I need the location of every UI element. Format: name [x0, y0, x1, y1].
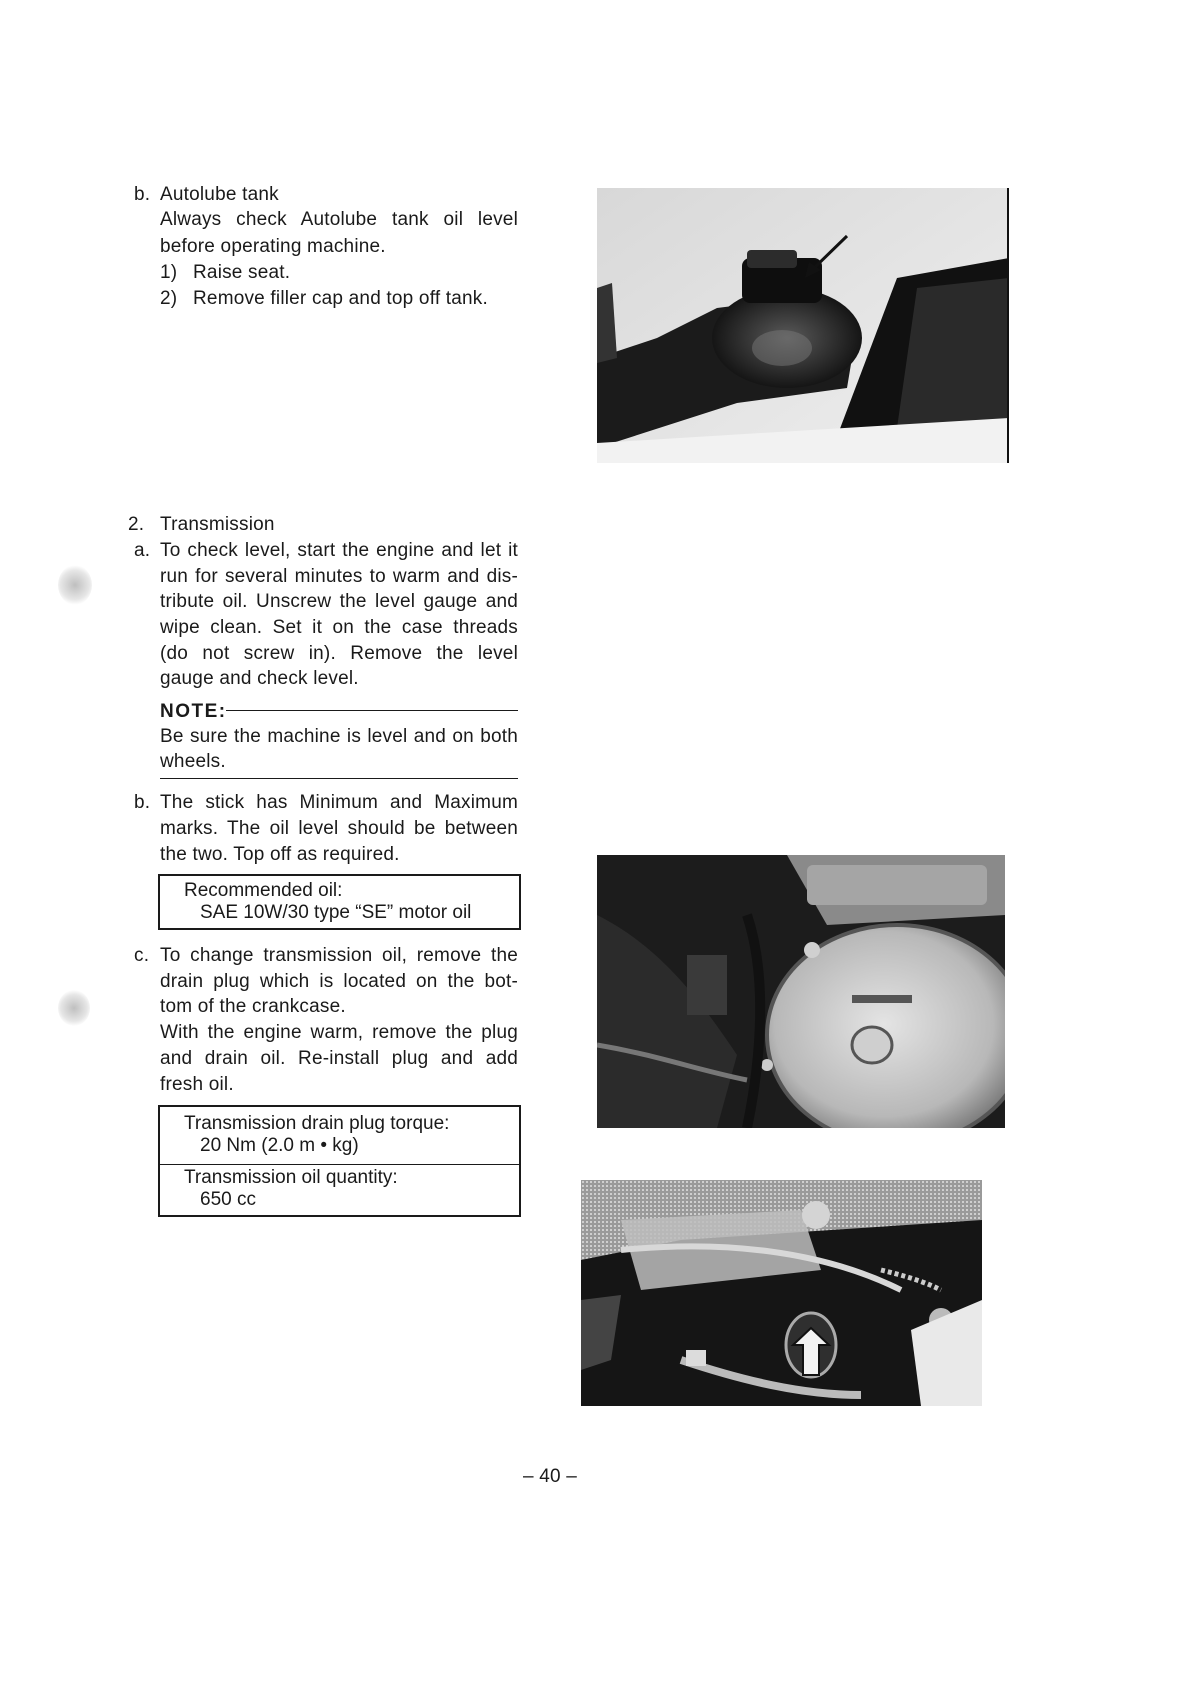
step-c-marker: c.: [134, 945, 150, 966]
oil-quantity-label: Transmission oil quantity:: [184, 1167, 398, 1188]
step-b-line-1: The stick has Minimum and Maximum: [160, 792, 518, 813]
autolube-heading: Autolube tank: [160, 184, 279, 205]
step-c-line-2: drain plug which is located on the bot-: [160, 971, 518, 992]
scan-artifact: [58, 565, 92, 605]
step-b-line-2: marks. The oil level should be between: [160, 818, 518, 839]
autolube-step-1-num: 1): [160, 262, 178, 283]
transmission-section-title: Transmission: [160, 514, 275, 535]
level-gauge-photo: [597, 855, 1005, 1128]
recommended-oil-label: Recommended oil:: [184, 880, 343, 901]
step-a-line-1: To check level, start the engine and let it: [160, 540, 518, 561]
step-c-line-6: fresh oil.: [160, 1074, 234, 1095]
page-number: – 40 –: [523, 1466, 578, 1487]
scan-artifact: [58, 990, 90, 1026]
autolube-tank-photo: [597, 188, 1009, 463]
spec-box-divider: [160, 1164, 519, 1165]
step-c-line-3: tom of the crankcase.: [160, 996, 346, 1017]
step-b-line-3: the two. Top off as required.: [160, 844, 400, 865]
drain-plug-torque-value: 20 Nm (2.0 m • kg): [200, 1135, 359, 1156]
autolube-intro-line-2: before operating machine.: [160, 236, 386, 257]
note-line-2: wheels.: [160, 751, 226, 772]
step-c-line-1: To change transmission oil, remove the: [160, 945, 518, 966]
drain-plug-torque-label: Transmission drain plug torque:: [184, 1113, 450, 1134]
step-a-line-4: wipe clean. Set it on the case threads: [160, 617, 518, 638]
transmission-spec-box: [158, 1105, 521, 1217]
step-c-line-5: and drain oil. Re-install plug and add: [160, 1048, 518, 1069]
note-line-1: Be sure the machine is level and on both: [160, 726, 518, 747]
note-top-rule: [226, 710, 518, 711]
autolube-marker: b.: [134, 184, 151, 205]
autolube-step-2-text: Remove filler cap and top off tank.: [193, 288, 488, 309]
recommended-oil-value: SAE 10W/30 type “SE” motor oil: [200, 902, 472, 923]
step-a-line-2: run for several minutes to warm and dis-: [160, 566, 518, 587]
step-a-line-6: gauge and check level.: [160, 668, 359, 689]
step-a-line-5: (do not screw in). Remove the level: [160, 643, 518, 664]
oil-quantity-value: 650 cc: [200, 1189, 256, 1210]
note-label: NOTE:: [160, 701, 227, 722]
autolube-step-1-text: Raise seat.: [193, 262, 291, 283]
step-b-marker: b.: [134, 792, 151, 813]
drain-plug-photo: [581, 1180, 982, 1406]
autolube-intro-line-1: Always check Autolube tank oil level: [160, 209, 518, 230]
step-a-line-3: tribute oil. Unscrew the level gauge and: [160, 591, 518, 612]
step-c-line-4: With the engine warm, remove the plug: [160, 1022, 518, 1043]
transmission-section-number: 2.: [128, 514, 145, 535]
recommended-oil-box: [158, 874, 521, 930]
autolube-step-2-num: 2): [160, 288, 178, 309]
step-a-marker: a.: [134, 540, 151, 561]
note-bottom-rule: [160, 778, 518, 779]
